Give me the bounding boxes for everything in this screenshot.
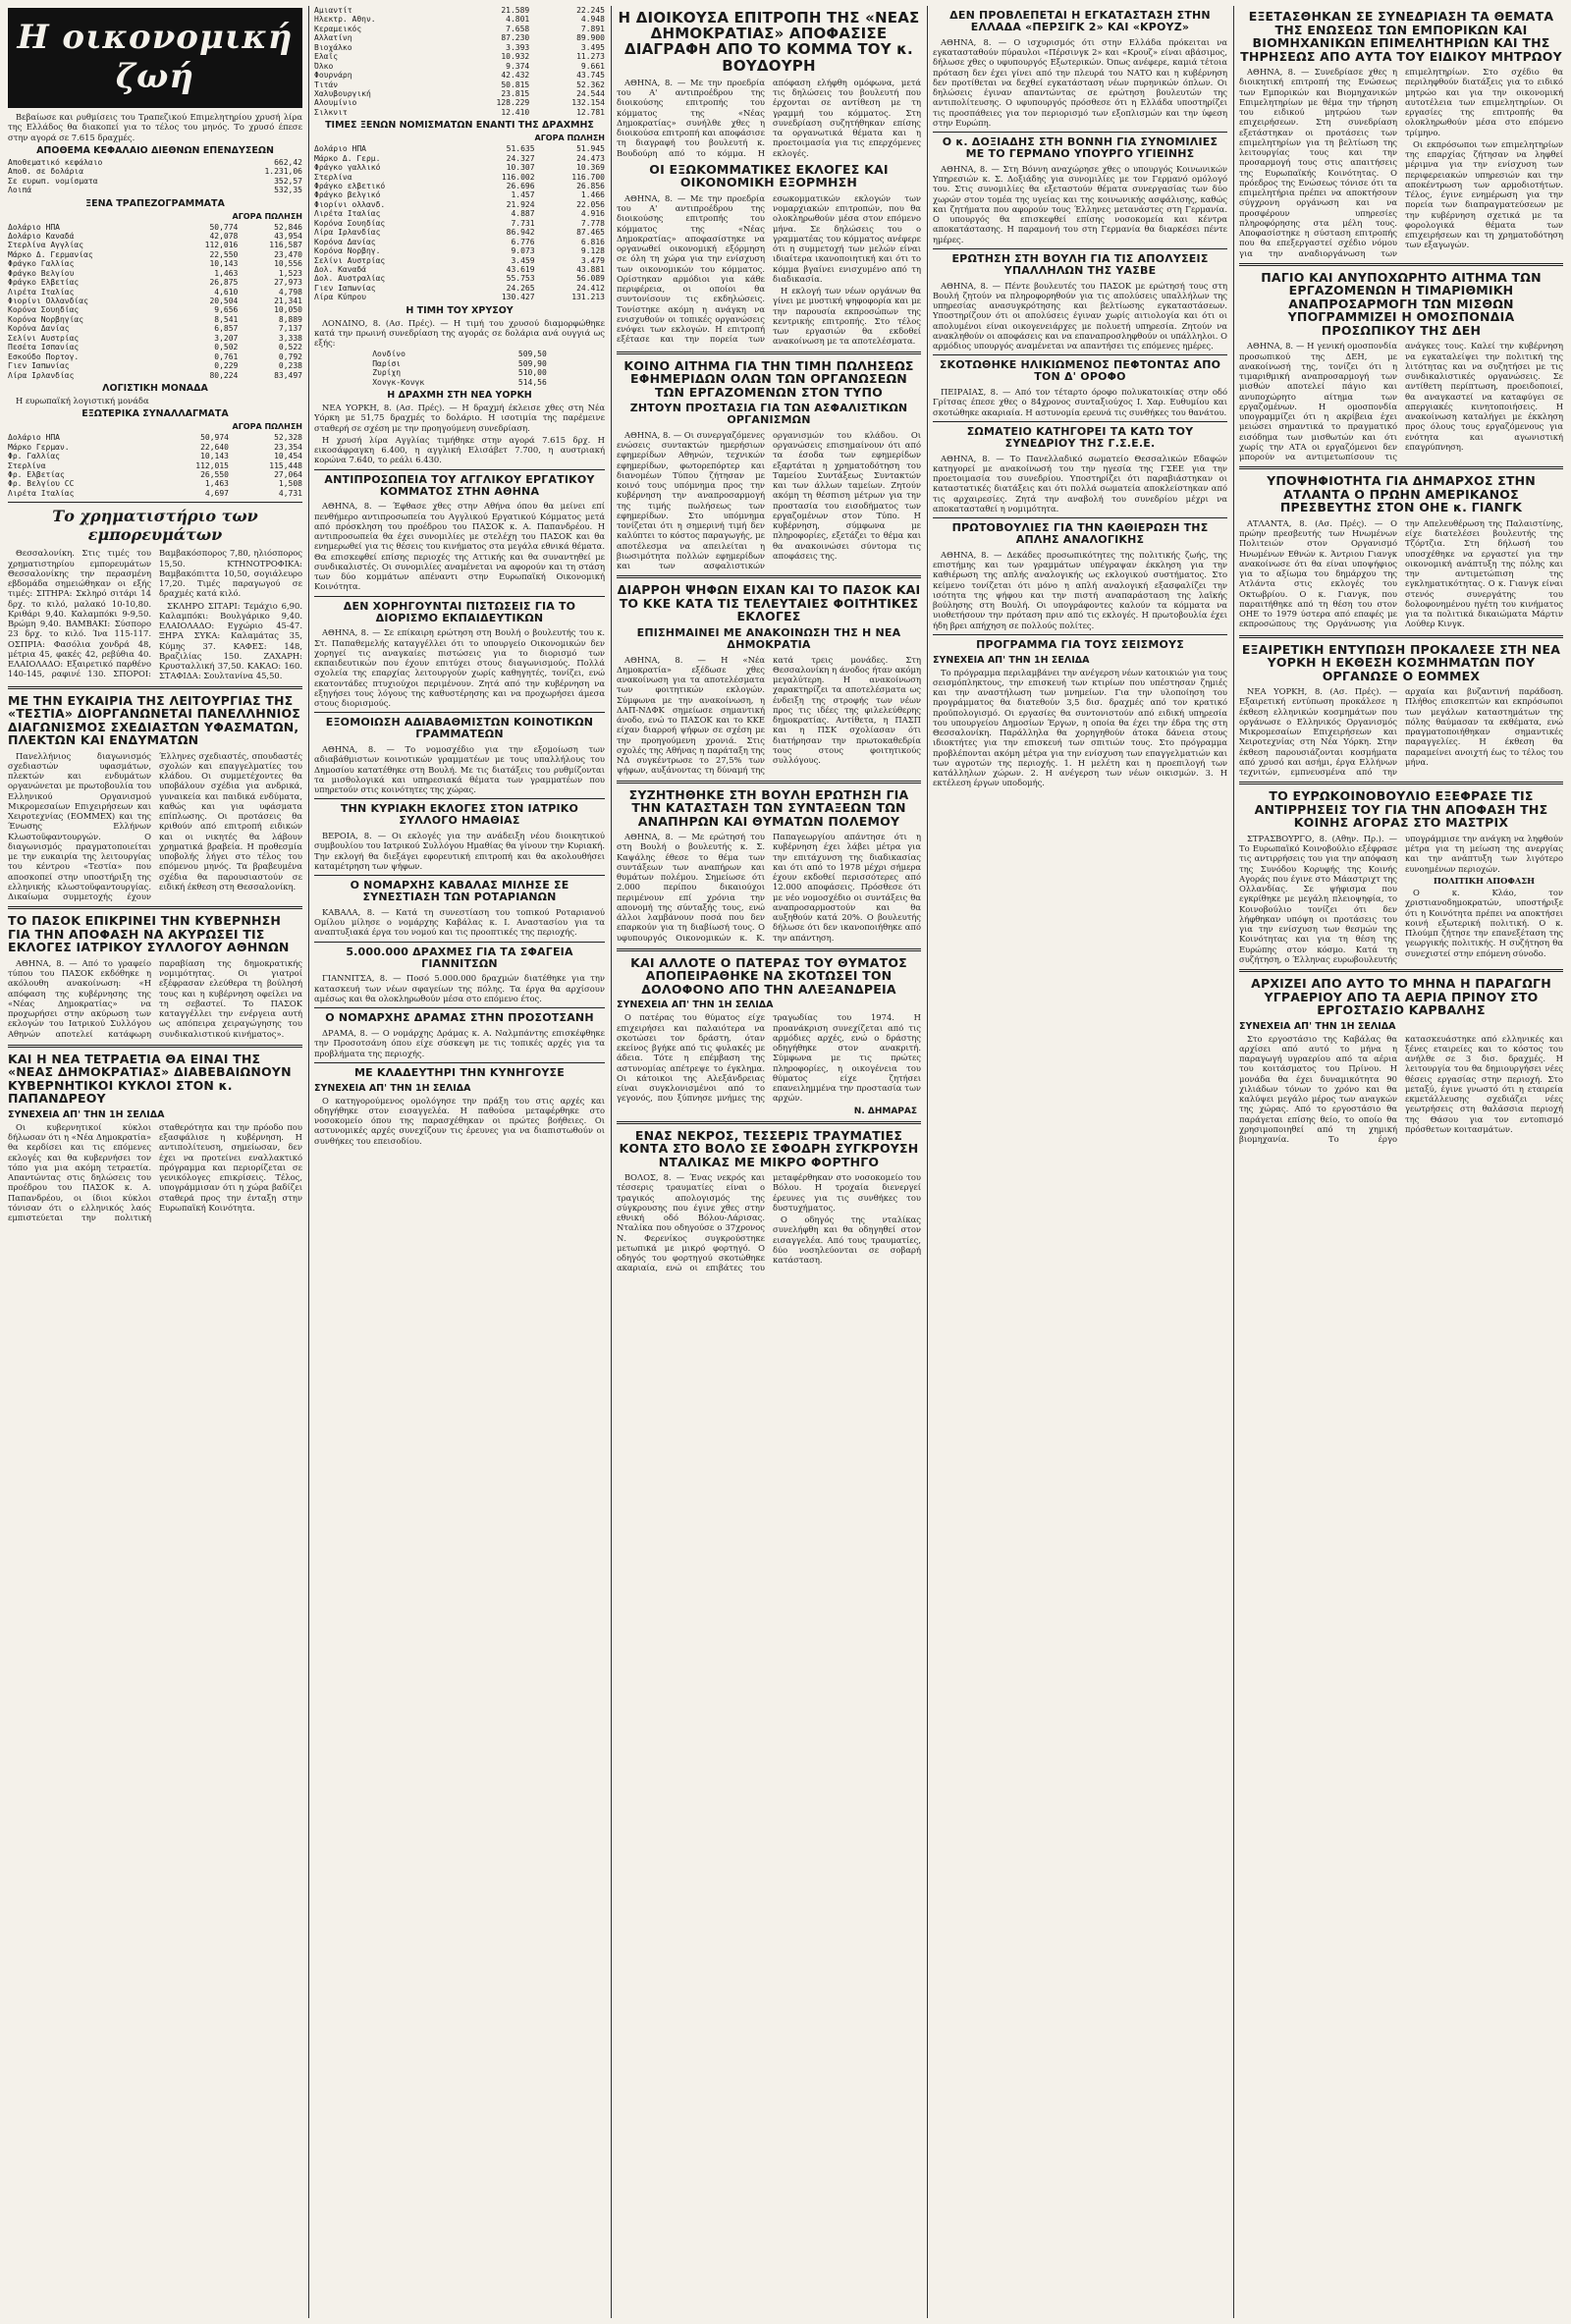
- gsee-text: ΑΘΗΝΑ, 8. — Το Πανελλαδικό σωματείο Θεσσαλικών Εδαφών κατηγορεί με ανακοίνωσή του την ηγεσία της ΓΣΕΕ για την προετοιμασία του συνεδρίου. Υποστηρίζει ότι παραβιάστηκαν οι καταστατικές διατάξεις και ότι πολλά σωματεία αποκλείστηκαν από τις αρχαιρεσίες. Ζητά την αναβολή του συνεδρίου μέχρι να αποκατασταθεί η νομιμότητα.: [933, 453, 1227, 513]
- table-row: Τιτάν 50.815 52.362: [314, 80, 605, 89]
- table-row: Δολ. Καναδά 43.619 43.881: [314, 264, 605, 274]
- table-row: Λίρα Ιρλανδίας 80,224 83,497: [8, 370, 302, 380]
- column-3: [617, 6, 921, 2318]
- drama-text: ΔΡΑΜΑ, 8. — Ο νομάρχης Δράμας κ. Α. Ναλμπάντης επισκέφθηκε την Προσοτσάνη όπου είχε σύσκεψη με τις τοπικές αρχές για τα προβλήματα της περιοχής.: [314, 1028, 605, 1058]
- table-row: Φράγκο Γαλλίας 10,143 10,556: [8, 259, 302, 269]
- headline-crash: ΕΝΑΣ ΝΕΚΡΟΣ, ΤΕΣΣΕΡΙΣ ΤΡΑΥΜΑΤΙΕΣ ΚΟΝΤΑ ΣΤΟ ΒΟΛΟ ΣΕ ΣΦΟΔΡΗ ΣΥΓΚΡΟΥΣΗ ΝΤΑΛΙΚΑΣ ΜΕ ΜΙΚΡΟ ΦΟΡΤΗΓΟ: [619, 1127, 919, 1169]
- column-2: [314, 6, 605, 2318]
- table-row: Φράγκο Βελγίου 1,463 1,523: [8, 268, 302, 278]
- column-5: [1239, 6, 1563, 2318]
- headline-gsee: ΣΩΜΑΤΕΙΟ ΚΑΤΗΓΟΡΕΙ ΤΑ ΚΑΤΩ ΤΟΥ ΣΥΝΕΔΡΙΟΥ ΤΗΣ Γ.Σ.Ε.Ε.: [966, 424, 1194, 450]
- lpg-text: Στο εργοστάσιο της Καβάλας θα αρχίσει από αυτό το μήνα η παραγωγή υγραερίου από τα αέρια του κοιτάσματος του Πρίνου. Η μονάδα θα έχει δυναμικότητα 90 χιλιάδων τόνων το χρόνο και θα καλύψει μεγάλο μέρος των αναγκών της χώρας. Από το εργοστάσιο θα παράγεται επίσης θείο, το οποίο θα χρησιμοποιηθεί από τη χημική βιομηχανία. Το έργο κατασκευάστηκε από ελληνικές και ξένες εταιρείες και το κόστος του ανήλθε σε 3 δισ. δραχμές. Η λειτουργία του θα δημιουργήσει νέες θέσεις εργασίας στην περιοχή. Στο μεταξύ, έγινε γνωστό ότι η εταιρεία εκμετάλλευσης σχεδιάζει νέες γεωτρήσεις στη θαλάσσια περιοχή της Θάσου για τον εντοπισμό πρόσθετων κοιτασμάτων.: [1239, 1033, 1563, 1144]
- table-row: Αλουμίνιο 128.229 132.154: [314, 98, 605, 108]
- table-row: Λονδίνο 509,50: [372, 350, 547, 359]
- table-row: Ελαΐς 10.932 11.273: [314, 52, 605, 62]
- headline-young: ΥΠΟΨΗΦΙΟΤΗΤΑ ΓΙΑ ΔΗΜΑΡΧΟΣ ΣΤΗΝ ΑΤΛΑΝΤΑ Ο ΠΡΩΗΝ ΑΜΕΡΙΚΑΝΟΣ ΠΡΕΣΒΕΥΤΗΣ ΣΤΟΝ ΟΗΕ κ. ΓΙΑΝΓΚ: [1267, 473, 1536, 515]
- commodities-title: Το χρηματιστήριο των εμπορευμάτων: [52, 507, 258, 545]
- table-row: Κορόνα Νορβηγ. 9.073 9.128: [314, 246, 605, 256]
- table-row: Βιοχάλκο 3.393 3.495: [314, 42, 605, 52]
- missiles-text: ΑΘΗΝΑ, 8. — Ο ισχυρισμός ότι στην Ελλάδα πρόκειται να εγκατασταθούν πύραυλοι «Πέρσινγκ 2» και «Κρουζ» είναι αβάσιμος, δήλωσε χθες ο υφυπουργός Εξωτερικών. Όπως ανέφερε, καμιά τέτοια πρόταση δεν έχει γίνει από την πλευρά του ΝΑΤΟ και η κυβέρνηση δεν προτίθεται να δεχθεί εγκατάσταση νέων πυρηνικών όπλων. Οι δηλώσεις έγιναν απαντώντας σε ερώτηση βουλευτών της αντιπολίτευσης. Ο υφυπουργός πρόσθεσε ότι η Ελλάδα υποστηρίζει τις προσπάθειες για τον περιορισμό των εξοπλισμών και την ύφεση στην Ευρώπη.: [933, 36, 1227, 128]
- slaughterhouse-text: ΓΙΑΝΝΙΤΣΑ, 8. — Ποσό 5.000.000 δραχμών διατέθηκε για την κατασκευή των νέων σφαγείων της πόλης. Τα έργα θα αρχίσουν αμέσως και θα ολοκληρωθούν μέσα στο επόμενο έτος.: [314, 973, 605, 1003]
- table-row: Κορόνα Σουηδίας 9,656 10,050: [8, 305, 302, 315]
- coins-heading: ΤΙΜΕΣ ΞΕΝΩΝ ΝΟΜΙΣΜΑΤΩΝ ΕΝΑΝΤΙ ΤΗΣ ΔΡΑΧΜΗΣ: [325, 120, 594, 132]
- table-row: Φιορίνι Ολλανδίας 20,504 21,341: [8, 297, 302, 305]
- table-row: Γιεν Ιαπωνίας 24.265 24.412: [314, 283, 605, 293]
- pruner-text: Ο κατηγορούμενος ομολόγησε την πράξη του στις αρχές και οδηγήθηκε στον εισαγγελέα. Η παθούσα μεταφέρθηκε στο νοσοκομείο όπου της παρασχέθηκαν οι πρώτες βοήθειες. Οι αστυνομικές αρχές συνεχίζουν τις έρευνες για να διαπιστωθούν οι συνθήκες του επεισοδίου.: [314, 1095, 605, 1146]
- table-row: Φρ. Γαλλίας 10,143 10,454: [8, 452, 302, 461]
- crash-text: ΒΟΛΟΣ, 8. — Ένας νεκρός και τέσσερις τραυματίες είναι ο τραγικός απολογισμός της σύγκρουσης που έγινε χθες στην εθνική οδό Βόλου-Λάρισας. Νταλίκα που οδηγούσε ο 37χρονος Ν. Φερενίκος συγκρούστηκε μετωπικά με μικρό φορτηγό. Ο οδηγός του φορτηγού σκοτώθηκε ακαριαία, ενώ οι επιβάτες του μεταφέρθηκαν στο νοσοκομείο του Βόλου. Η τροχαία διενεργεί έρευνες για τις συνθήκες του δυστυχήματος. Ο οδηγός της νταλίκας συνελήφθη και θα οδηγηθεί στον εισαγγελέα. Από τους τραυματίες, δύο νοσηλεύονται σε σοβαρή κατάσταση.: [617, 1172, 921, 1273]
- headline-lpg: ΑΡΧΙΖΕΙ ΑΠΟ ΑΥΤΟ ΤΟ ΜΗΝΑ Η ΠΑΡΑΓΩΓΗ ΥΓΡΑΕΡΙΟΥ ΑΠΟ ΤΑ ΑΕΡΙΑ ΠΡΙΝΟΥ ΣΤΟ ΕΡΓΟΣΤΑΣΙΟ ΚΑΡΒΑΛΗΣ: [1251, 976, 1551, 1017]
- headline-party-elections: ΟΙ ΕΞΩΚΟΜΜΑΤΙΚΕΣ ΕΚΛΟΓΕΣ ΚΑΙ ΟΙΚΟΝΟΜΙΚΗ ΕΞΟΡΜΗΣΗ: [649, 161, 889, 190]
- table-row: Φράγκο γαλλικό 10.307 10.369: [314, 163, 605, 173]
- fall-text: ΠΕΙΡΑΙΑΣ, 8. — Από τον τέταρτο όροφο πολυκατοικίας στην οδό Γρίτσας έπεσε χθες ο 84χρονος συνταξιούχος Ι. Χαρ. Ευθυμίου και σκοτώθηκε ακαριαία. Η αστυνομία ερευνά τις συνθήκες του θανάτου.: [933, 387, 1227, 417]
- gold-heading: Η ΤΙΜΗ ΤΟΥ ΧΡΥΣΟΥ: [406, 304, 514, 316]
- table-row: Πεσέτα Ισπανίας 0,502 0,522: [8, 343, 302, 352]
- headline-earthquake-program: ΠΡΟΓΡΑΜΜΑ ΓΙΑ ΤΟΥΣ ΣΕΙΣΜΟΥΣ: [976, 637, 1184, 651]
- coins-table: [314, 144, 605, 301]
- table-row: Λιρέτα Ιταλίας 4,610 4,798: [8, 287, 302, 297]
- headline-drama: Ο ΝΟΜΑΡΧΗΣ ΔΡΑΜΑΣ ΣΤΗΝ ΠΡΟΣΟΤΣΑΝΗ: [325, 1011, 594, 1025]
- bonn-text: ΑΘΗΝΑ, 8. — Στη Βόννη αναχώρησε χθες ο υπουργός Κοινωνικών Υπηρεσιών κ. Σ. Δοξιάδης για συνομιλίες με τον Γερμανό ομόλογό του. Στις συνομιλίες θα εξεταστούν θέματα συνεργασίας των δύο χωρών στον τομέα της υγείας και της κοινωνικής ασφάλισης, καθώς και ζητήματα που αφορούν τους Έλληνες μετανάστες στη Γερμανία. Ο υπουργός θα επισκεφθεί επίσης νοσοκομεία και κέντρα αποκατάστασης. Η παραμονή του στη Γερμανία θα διαρκέσει πέντε ημέρες.: [933, 163, 1227, 244]
- table-row: Δολ. Αυστραλίας 55.753 56.089: [314, 274, 605, 284]
- headline-secretaries: ΕΞΟΜΟΙΩΣΗ ΑΔΙΑΒΑΘΜΙΣΤΩΝ ΚΟΙΝΟΤΙΚΩΝ ΓΡΑΜΜΑΤΕΩΝ: [325, 716, 594, 741]
- table-row: Φράγκο βελγικό 1.457 1.466: [314, 190, 605, 200]
- table-row: Δολάριο Καναδά 42,078 43,954: [8, 231, 302, 241]
- proportional-text: ΑΘΗΝΑ, 8. — Δεκάδες προσωπικότητες της πολιτικής ζωής, της επιστήμης και των γραμμάτων υπέγραψαν έκκληση για την καθιέρωση της απλής αναλογικής ως εκλογικού συστήματος. Στο κείμενο τονίζεται ότι μόνο η απλή αναλογική εξασφαλίζει την ισότητα της ψήφου και την πιστή αναπαράσταση της λαϊκής βούλησης στη Βουλή. Οι υπογράφοντες καλούν τα κόμματα να υιοθετήσουν την πρόταση πριν από τις εκλογές. Η πρωτοβουλία έχει ήδη βρει απήχηση σε πολλούς πολίτες.: [933, 549, 1227, 630]
- byline: Ν. ΔΗΜΑΡΑΣ: [853, 1106, 917, 1116]
- headline-proportional: ΠΡΩΤΟΒΟΥΛΙΕΣ ΓΙΑ ΤΗΝ ΚΑΘΙΕΡΩΣΗ ΤΗΣ ΑΠΛΗΣ ΑΝΑΛΟΓΙΚΗΣ: [951, 521, 1209, 546]
- masthead: Η οικονομική ζωή: [8, 8, 302, 108]
- table-row: Κορόνα Δανίας 6.776 6.816: [314, 237, 605, 246]
- continued-label: ΣΥΝΕΧΕΙΑ ΑΠ' ΤΗΝ 1Η ΣΕΛΙΔΑ: [314, 1082, 471, 1094]
- table-row: Δολάριο ΗΠΑ 51.635 51.945: [314, 144, 605, 154]
- earthquake-program-text: Το πρόγραμμα περιλαμβάνει την ανέγερση νέων κατοικιών για τους σεισμόπληκτους, την επισκευή των κτιρίων που υπέστησαν ζημιές και την αναστήλωση των μνημείων. Για την υλοποίηση του προγράμματος θα διατεθούν 3,5 δισ. δραχμές από τον κρατικό προϋπολογισμό. Οι εργασίες θα συντονιστούν από ειδική υπηρεσία του υπουργείου Δημοσίων Έργων, η οποία θα έχει την έδρα της στη Θεσσαλονίκη. Παράλληλα θα χορηγηθούν άτοκα δάνεια στους ιδιοκτήτες για την επισκευή των σπιτιών τους. Στο πρόγραμμα προβλέπονται ακόμη μέτρα για την ενίσχυση των επαγγελματιών και των αγροτών της περιοχής. 1. Η μελέτη και η προεπιλογή των κατάλληλων χώρων. 2. Η ανέγερση των νέων οικισμών. 3. Η εκτέλεση έργων υποδομής.: [933, 667, 1227, 788]
- table-row: Λοιπά 532,35: [8, 186, 302, 195]
- capital-table: [8, 158, 302, 195]
- table-row: Κορόνα Σουηδίας 7.731 7.778: [314, 218, 605, 228]
- table-row: Αλλατίνη 87.230 89.900: [314, 33, 605, 43]
- table-row: Παρίσι 509,90: [372, 358, 547, 368]
- pasok-text: ΑΘΗΝΑ, 8. — Από το γραφείο τύπου του ΠΑΣΟΚ εκδόθηκε η ακόλουθη ανακοίνωση: «Η απόφαση της κυβέρνησης της «Νέας Δημοκρατίας» να προχωρήσει στην ακύρωση των εκλογών του Ιατρικού Συλλόγου Αθηνών αποτελεί κατάφωρη παραβίαση της δημοκρατικής νομιμότητας. Οι γιατροί εξέφρασαν ελεύθερα τη βούλησή τους και η κυβέρνηση οφείλει να τη σεβαστεί. Το ΠΑΣΟΚ καταγγέλλει την ενέργεια αυτή ως απόπειρα χειραγώγησης του συνδικαλιστικού κινήματος».: [8, 957, 302, 1039]
- student-elections-text: ΑΘΗΝΑ, 8. — Η «Νέα Δημοκρατία» εξέδωσε χθες ανακοίνωση για τα αποτελέσματα των φοιτητικών εκλογών. Σύμφωνα με την ανακοίνωση, η ΔΑΠ-ΝΔΦΚ σημείωσε σημαντική άνοδο, ενώ το ΠΑΣΟΚ και το ΚΚΕ είχαν διαρροή ψήφων σε σχέση με την προηγούμενη χρονιά. Στις σχολές της Αθήνας η παράταξη της ΝΔ συγκέντρωσε το 27,5% των ψήφων, αυξάνοντας τη δύναμή της κατά τρεις μονάδες. Στη Θεσσαλονίκη η άνοδος ήταν ακόμη μεγαλύτερη. Η ανακοίνωση χαρακτηρίζει τα αποτελέσματα ως ένδειξη της στροφής των νέων προς τις ιδέες της φιλελεύθερης δημοκρατίας. Αντίθετα, η ΠΑΣΠ και η ΠΣΚ σχολίασαν ότι διατήρησαν την πρωτοκαθεδρία τους στους φοιτητικούς συλλόγους.: [617, 654, 921, 776]
- commodities-text: Θεσσαλονίκη. Στις τιμές του χρηματιστηρίου εμπορευμάτων Θεσσαλονίκης την περασμένη εβδομάδα σημειώθηκαν οι εξής τιμές: ΣΙΤΗΡΑ: Σκληρό σιτάρι 14 δρχ. το κιλό, μαλακό 10-10,80. Κριθάρι 9,40. Καλαμπόκι 9-9,50. Βρώμη 9,40. ΒΑΜΒΑΚΙ: Σύσπορο 23 δρχ. το κιλό. Ίνα 115-117. ΟΣΠΡΙΑ: Φασόλια χονδρά 48, μέτρια 45, φακές 42, ρεβύθια 40. ΕΛΑΙΟΛΑΔΟ: Εξαιρετικό παρθένο 140-145, ραφινέ 130. ΣΠΟΡΟΙ: Βαμβακόσπορος 7,80, ηλιόσπορος 15,50. ΚΤΗΝΟΤΡΟΦΙΚΑ: Βαμβακόπιττα 10,50, σογιάλευρο 17,20. Τιμές παραγωγού σε δραχμές κατά κιλό. ΣΚΛΗΡΟ ΣΙΤΑΡΙ: Τεμάχιο 6,90. Καλαμπόκι: Βουλγάρικο 9,40. ΕΛΑΙΟΛΑΔΟ: Εγχώριο 45-47. ΞΗΡΑ ΣΥΚΑ: Καλαμάτας 35, Κύμης 37. ΚΑΦΕΣ: 148, Βραζιλίας 150. ΖΑΧΑΡΗ: Κρυσταλλική 37,50. ΚΑΚΑΟ: 160. ΣΤΑΦΙΔΑ: Σουλτανίνα 45,50.: [8, 548, 302, 681]
- headline-missiles: ΔΕΝ ΠΡΟΒΛΕΠΕΤΑΙ Η ΕΓΚΑΤΑΣΤΑΣΗ ΣΤΗΝ ΕΛΛΑΔΑ «ΠΕΡΣΙΓΚ 2» ΚΑΙ «ΚΡΟΥΖ»: [949, 9, 1211, 33]
- fx-table: [8, 223, 302, 380]
- headline-father: ΚΑΙ ΑΛΛΟΤΕ Ο ΠΑΤΕΡΑΣ ΤΟΥ ΘΥΜΑΤΟΣ ΑΠΟΠΕΙΡΑΘΗΚΕ ΝΑ ΣΚΟΤΩΣΕΙ ΤΟΝ ΔΟΛΟΦΟΝΟ ΑΠΟ ΤΗΝ ΑΛΕΞΑΝΔΡΕΙΑ: [630, 954, 907, 997]
- headline-kavala: Ο ΝΟΜΑΡΧΗΣ ΚΑΒΑΛΑΣ ΜΙΛΗΣΕ ΣΕ ΣΥΝΕΣΤΙΑΣΗ ΤΩΝ ΡΟΤΑΡΙΑΝΩΝ: [350, 879, 569, 904]
- headline-press-price: ΚΟΙΝΟ ΑΙΤΗΜΑ ΓΙΑ ΤΗΝ ΤΙΜΗ ΠΩΛΗΣΕΩΣ ΕΦΗΜΕΡΙΔΩΝ ΟΛΩΝ ΤΩΝ ΟΡΓΑΝΩΣΕΩΝ ΤΩΝ ΕΡΓΑΖΟΜΕΝΩΝ ΣΤΟΝ ΤΥΠΟ: [623, 357, 914, 400]
- table-row: Λίρα Κύπρου 130.427 131.213: [314, 293, 605, 302]
- party-elections-text: ΑΘΗΝΑ, 8. — Με την προεδρία του Α' αντιπροέδρου της διοικούσης επιτροπής του κόμματος της «Νέας Δημοκρατίας» αποφασίστηκε να οργανωθεί οικονομική εξόρμηση σε όλη τη χώρα για την ενίσχυση των οικονομικών του κόμματος. Ορίστηκαν αρμόδιοι για κάθε περιφέρεια, οι οποίοι θα συντονίσουν τις εκδηλώσεις. Τονίστηκε ακόμη η ανάγκη να ενισχυθούν οι τοπικές οργανώσεις ενόψει των εκλογών. Η επιτροπή εξέτασε και την πορεία των εσωκομματικών εκλογών των νομαρχιακών επιτροπών, που θα ολοκληρωθούν μέσα στον επόμενο μήνα. Σε δηλώσεις του ο γραμματέας του κόμματος ανέφερε ότι η συμμετοχή των μελών είναι ιδιαίτερα ικανοποιητική και ότι το κόμμα βγαίνει ενισχυμένο από τη διαδικασία. Η εκλογή των νέων οργάνων θα γίνει με μυστική ψηφοφορία και με την παρουσία εκπροσώπων της κεντρικής επιτροπής. Στο τέλος των εργασιών θα εκδοθεί ανακοίνωση με τα αποτελέσματα.: [617, 192, 921, 347]
- table-row: Χαλυβουργική 23.815 24.544: [314, 88, 605, 98]
- newspaper-page: [8, 6, 1563, 2318]
- table-row: Γιεν Ιαπωνίας 0,229 0,238: [8, 361, 302, 371]
- coins-columns: ΑΓΟΡΑ ΠΩΛΗΣΗ: [534, 134, 605, 143]
- table-row: Φιορίνι ολλανδ. 21.924 22.056: [314, 199, 605, 209]
- subheadline-student-elections: ΕΠΙΣΗΜΑΙΝΕΙ ΜΕ ΑΝΑΚΟΙΝΩΣΗ ΤΗΣ Η ΝΕΑ ΔΗΜΟΚΡΑΤΙΑ: [636, 625, 901, 651]
- headline-doctors-election: ΤΗΝ ΚΥΡΙΑΚΗ ΕΚΛΟΓΕΣ ΣΤΟΝ ΙΑΤΡΙΚΟ ΣΥΛΛΟΓΟ ΗΜΑΘΙΑΣ: [340, 802, 579, 828]
- europarliament-text: ΣΤΡΑΣΒΟΥΡΓΟ, 8. (Αθην. Πρ.). — Το Ευρωπαϊκό Κοινοβούλιο εξέφρασε τις αντιρρήσεις του για την απόφαση της Συνόδου Κορυφής της Κοινής Αγοράς που έγινε στο Μάαστριχτ της Ολλανδίας. Σε ψήφισμα που εγκρίθηκε με μεγάλη πλειοψηφία, το Κοινοβούλιο τονίζει ότι δεν λήφθηκαν υπόψη οι προτάσεις του για την ενίσχυση των θεσμών της Κοινότητας και για τη θέση της Ευρώπης στον κόσμο. Κατά τη συζήτηση, ο Έλληνας ευρωβουλευτής υπογράμμισε την ανάγκη να ληφθούν μέτρα για τη μείωση της ανεργίας και την ανάπτυξη των λιγότερο ευνοημένων περιοχών. ΠΟΛΙΤΙΚΗ ΑΠΟΦΑΣΗ Ο κ. Κλάο, τον χριστιανοδημοκρατών, υποστήριξε ότι η Κοινότητα πρέπει να αποκτήσει κοινή εξωτερική πολιτική. Ο κ. Πλούμπ ζήτησε την επανεξέταση της γεωργικής πολιτικής. Η συζήτηση θα συνεχιστεί στην επόμενη σύνοδο.: [1239, 833, 1563, 964]
- table-row: Λιρέτα Ιταλίας 4.887 4.916: [314, 209, 605, 219]
- doctors-election-text: ΒΕΡΟΙΑ, 8. — Οι εκλογές για την ανάδειξη νέου διοικητικού συμβουλίου του Ιατρικού Συλλόγου Ημαθίας θα γίνουν την Κυριακή. Την εκλογή θα διεξάγει εφορευτική επιτροπή και θα ακολουθήσει καταμέτρηση των ψήφων.: [314, 831, 605, 871]
- table-row: Φουρνάρη 42.432 43.745: [314, 71, 605, 81]
- column-1: [8, 6, 302, 2318]
- gold-table: [372, 350, 547, 387]
- headline-pasok: ΤΟ ΠΑΣΟΚ ΕΠΙΚΡΙΝΕΙ ΤΗΝ ΚΥΒΕΡΝΗΣΗ ΓΙΑ ΤΗΝ ΑΠΟΦΑΣΗ ΝΑ ΑΚΥΡΩΣΕΙ ΤΙΣ ΕΚΛΟΓΕΣ ΙΑΤΡΙΚΟΥ ΣΥΛΛΟΓΟΥ ΑΘΗΝΩΝ: [8, 913, 290, 955]
- table-row: Φράγκο Ελβετίας 26,875 27,973: [8, 278, 302, 288]
- fourth-term-text: Οι κυβερνητικοί κύκλοι δήλωσαν ότι η «Νέα Δημοκρατία» θα κερδίσει και τις επόμενες εκλογές και θα κυβερνήσει τον τόπο για μια ακόμη τετραετία. Απαντώντας στις δηλώσεις του προέδρου του ΠΑΣΟΚ κ. Α. Παπανδρέου, οι ίδιοι κύκλοι τόνισαν ότι ο ελληνικός λαός εμπιστεύεται την πολιτική σταθερότητα και την πρόοδο που εξασφάλισε η κυβέρνηση. Η αντιπολίτευση, σημείωσαν, δεν έχει να προτείνει εναλλακτικό πρόγραμμα και περιορίζεται σε γενικόλογες επικρίσεις. Τέλος, υπογράμμισαν ότι η χώρα βαδίζει σταθερά προς την ένταξη στην Ευρωπαϊκή Κοινότητα.: [8, 1121, 302, 1222]
- headline-fall: ΣΚΟΤΩΘΗΚΕ ΗΛΙΚΙΩΜΕΝΟΣ ΠΕΦΤΟΝΤΑΣ ΑΠΟ ΤΟΝ Δ' ΟΡΟΦΟ: [939, 358, 1221, 384]
- ny-text: ΝΕΑ ΥΟΡΚΗ, 8. (Ασ. Πρές). — Η δραχμή έκλεισε χθες στη Νέα Υόρκη με 51,75 δραχμές το δολάριο. Η ισοτιμία της παρέμεινε σταθερή σε σχέση με την προηγούμενη συνεδρίαση. Η χρυσή λίρα Αγγλίας τιμήθηκε στην αγορά 7.615 δρχ. Η εικοσάφραγκη 6.400, η αγγλική Ελισάβετ 7.700, η αυστριακή κορώνα 7.640, το ρεάλι 6.430.: [314, 403, 605, 465]
- table-row: Λιρέτα Ιταλίας 4,697 4,731: [8, 488, 302, 498]
- young-text: ΑΤΛΑΝΤΑ, 8. (Ασ. Πρές). — Ο πρώην πρεσβευτής των Ηνωμένων Πολιτειών στον Οργανισμό Ηνωμένων Εθνών κ. Άντριου Γιανγκ ανακοίνωσε ότι θα είναι υποψήφιος για το αξίωμα του δημάρχου της Ατλάντα στις εκλογές του Οκτωβρίου. Ο κ. Γιανγκ, που παραιτήθηκε από τη θέση του στον ΟΗΕ το 1979 ύστερα από επαφές με εκπροσώπους της Οργάνωσης για την Απελευθέρωση της Παλαιστίνης, είχε διατελέσει βουλευτής της Τζόρτζια. Στη δήλωσή του υποσχέθηκε να εργαστεί για την οικονομική ανάπτυξη της πόλης και την αντιμετώπιση της εγκληματικότητας. Ο κ. Γιανγκ είναι στενός συνεργάτης του δολοφονημένου ηγέτη του κινήματος για τα πολιτικά δικαιώματα Μάρτιν Λούθερ Κινγκ.: [1239, 517, 1563, 629]
- continued-label: ΣΥΝΕΧΕΙΑ ΑΠ' ΤΗΝ 1Η ΣΕΛΙΔΑ: [1239, 1020, 1396, 1032]
- headline-expulsion: Η ΔΙΟΙΚΟΥΣΑ ΕΠΙΤΡΟΠΗ ΤΗΣ «ΝΕΑΣ ΔΗΜΟΚΡΑΤΙΑΣ» ΑΠΟΦΑΣΙΣΕ ΔΙΑΓΡΑΦΗ ΑΠΟ ΤΟ ΚΟΜΜΑ ΤΟΥ κ. ΒΟΥΔΟΥΡΗ: [618, 9, 920, 75]
- kavala-text: ΚΑΒΑΛΑ, 8. — Κατά τη συνεστίαση του τοπικού Ροταριανού Ομίλου μίλησε ο νομάρχης Καβάλας κ. Ι. Αναστασίου για τα αναπτυξιακά έργα του νομού και τις προοπτικές της περιοχής.: [314, 906, 605, 938]
- subheadline-press-price: ΖΗΤΟΥΝ ΠΡΟΣΤΑΣΙΑ ΓΙΑ ΤΩΝ ΑΣΦΑΛΙΣΤΙΚΩΝ ΟΡΓΑΝΙΣΜΩΝ: [629, 402, 908, 426]
- headline-chambers: ΕΞΕΤΑΣΘΗΚΑΝ ΣΕ ΣΥΝΕΔΡΙΑΣΗ ΤΑ ΘΕΜΑΤΑ ΤΗΣ ΕΝΩΣΕΩΣ ΤΩΝ ΕΜΠΟΡΙΚΩΝ ΚΑΙ ΒΙΟΜΗΧΑΝΙΚΩΝ ΕΠΙΜΕΛΗΤΗΡΙΩΝ ΚΑΙ ΤΗΣ ΤΗΡΗΣΕΩΣ ΑΠΟ ΑΥΤΑ ΤΟΥ ΕΙΔΙΚΟΥ ΜΗΤΡΩΟΥ: [1240, 9, 1562, 64]
- table-row: Αποθεματικό κεφάλαιο 662,42: [8, 157, 302, 167]
- table-row: Φρ. Βελγίου CC 1,463 1,508: [8, 479, 302, 489]
- table-row: Ηλεκτρ. Αθην. 4.801 4.948: [314, 15, 605, 25]
- headline-jewellery: ΕΞΑΙΡΕΤΙΚΗ ΕΝΤΥΠΩΣΗ ΠΡΟΚΑΛΕΣΕ ΣΤΗ ΝΕΑ ΥΟΡΚΗ Η ΕΚΘΕΣΗ ΚΟΣΜΗΜΑΤΩΝ ΠΟΥ ΟΡΓΑΝΩΣΕ Ο ΕΟΜΜΕΧ: [1241, 641, 1561, 683]
- table-row: Σελίνι Αυστρίας 3.459 3.479: [314, 255, 605, 265]
- table-row: Αμιαντίτ 21.589 22.245: [314, 6, 605, 15]
- table-row: Ζυρίχη 510,00: [372, 368, 547, 378]
- father-text: Ο πατέρας του θύματος είχε επιχειρήσει και παλαιότερα να σκοτώσει τον δράστη, όταν εκείνος βγήκε από τις φυλακές με άδεια. Τότε η επέμβαση της αστυνομίας απέτρεψε το έγκλημα. Οι κάτοικοι της Αλεξάνδρειας είναι συγκλονισμένοι από το γεγονός, που ξύπνησε μνήμες της τραγωδίας του 1974. Η προανάκριση συνεχίζεται από τις αρμόδιες αρχές, ενώ ο δράστης οδηγήθηκε στον ανακριτή. Σύμφωνα με τις πρώτες πληροφορίες, η οικογένεια του θύματος είχε ζητήσει επανειλημμένα την προστασία των αρχών.: [617, 1012, 921, 1104]
- market-intro: Βεβαίωσε και ρυθμίσεις του Τραπεζικού Επιμελητηρίου χρυσή λίρα της Ελλάδος θα διακοπεί για το τέλος του μηνός. Το χρυσό έπεσε στην αγορά σε 7.615 δραχμές.: [8, 112, 302, 142]
- headline-dismissals: ΕΡΩΤΗΣΗ ΣΤΗ ΒΟΥΛΗ ΓΙΑ ΤΙΣ ΑΠΟΛΥΣΕΙΣ ΥΠΑΛΛΗΛΩΝ ΤΗΣ ΥΑΣΒΕ: [951, 251, 1209, 277]
- war-pensions-text: ΑΘΗΝΑ, 8. — Με ερώτησή του στη Βουλή ο βουλευτής κ. Σ. Καψάλης έθεσε το θέμα των συντάξεων των αναπήρων και θυμάτων πολέμου. Σημείωσε ότι 2.000 περίπου δικαιούχοι περιμένουν επί χρόνια την απονομή της σύνταξής τους, ενώ άλλοι λαμβάνουν ποσά που δεν επαρκούν για τη διαβίωσή τους. Ο υφυπουργός Οικονομικών κ. Κ. Παπαγεωργίου απάντησε ότι η κυβέρνηση έχει λάβει μέτρα για την επιτάχυνση της διαδικασίας και ότι από το 1978 μέχρι σήμερα έχουν εκδοθεί περισσότερες από 12.000 αποφάσεις. Πρόσθεσε ότι με νέο νομοσχέδιο οι συντάξεις θα αναπροσαρμοστούν και θα αυξηθούν κατά 20%. Ο βουλευτής δήλωσε ότι δεν ικανοποιήθηκε από την απάντηση.: [617, 832, 921, 943]
- headline-bonn: Ο κ. ΔΟΞΙΑΔΗΣ ΣΤΗ ΒΟΝΝΗ ΓΙΑ ΣΥΝΟΜΙΛΙΕΣ ΜΕ ΤΟ ΓΕΡΜΑΝΟ ΥΠΟΥΡΓΟ ΥΓΙΕΙΝΗΣ: [942, 135, 1219, 160]
- headline-slaughterhouse: 5.000.000 ΔΡΑΧΜΕΣ ΓΙΑ ΤΑ ΣΦΑΓΕΙΑ ΓΙΑΝΝΙΤΣΩΝ: [346, 945, 573, 970]
- headline-europarliament: ΤΟ ΕΥΡΩΚΟΙΝΟΒΟΥΛΙΟ ΕΞΕΦΡΑΣΕ ΤΙΣ ΑΝΤΙΡΡΗΣΕΙΣ ΤΟΥ ΓΙΑ ΤΗΝ ΑΠΟΦΑΣΗ ΤΗΣ ΚΟΙΝΗΣ ΑΓΟΡΑΣ ΣΤΟ ΜΑΣΤΡΙΧ: [1254, 788, 1548, 831]
- labour-delegation-text: ΑΘΗΝΑ, 8. — Έφθασε χθες στην Αθήνα όπου θα μείνει επί πενθήμερο αντιπροσωπεία του Αγγλικού Εργατικού Κόμματος μετά από πρόσκληση του προέδρου του ΠΑΣΟΚ κ. Α. Παπανδρέου. Η αντιπροσωπεία θα έχει συνομιλίες με στελέχη του ΠΑΣΟΚ και θα ενημερωθεί για τις θέσεις του κινήματος στα μεγάλα εθνικά θέματα. Θα επισκεφθεί επίσης περιοχές της Αττικής και θα συναντηθεί με συνδικαλιστές. Οι συνομιλίες αναμένεται να αφορούν και τη στάση των δύο κομμάτων απέναντι στην Ευρωπαϊκή Οικονομική Κοινότητα.: [314, 501, 605, 592]
- table-row: Φρ. Ελβετίας 26,550 27,064: [8, 469, 302, 479]
- dei-text: ΑΘΗΝΑ, 8. — Η γενική ομοσπονδία προσωπικού της ΔΕΗ, με ανακοίνωσή της, τονίζει ότι η τιμαριθμική αναπροσαρμογή των μισθών αποτελεί πάγιο και ανυποχώρητο αίτημα των εργαζομένων. Η ομοσπονδία υπογραμμίζει ότι η ακρίβεια έχει μειώσει σημαντικά το πραγματικό εισόδημα των μισθωτών και ότι χωρίς την ΑΤΑ οι εργαζόμενοι δεν μπορούν να αντιμετωπίσουν τις ανάγκες τους. Καλεί την κυβέρνηση να εγκαταλείψει την πολιτική της λιτότητας και να συζητήσει με τις συνδικαλιστικές οργανώσεις. Σε αντίθετη περίπτωση, προειδοποιεί, θα αναγκαστεί να καταφύγει σε απεργιακές κινητοποιήσεις. Η ανακοίνωση καταλήγει με έκκληση προς όλους τους εργαζόμενους για ενότητα και αγωνιστική επαγρύπνηση.: [1239, 341, 1563, 461]
- table-row: Μάρκο Γερμαν. 22,640 23,354: [8, 442, 302, 452]
- table-row: Στερλίνα 112,015 115,448: [8, 460, 302, 470]
- table-row: Μάρκο Δ. Γερμ. 24.327 24.473: [314, 153, 605, 163]
- headline-textile: ΜΕ ΤΗΝ ΕΥΚΑΙΡΙΑ ΤΗΣ ΛΕΙΤΟΥΡΓΙΑΣ ΤΗΣ «ΤΕΣΤΙΑ» ΔΙΟΡΓΑΝΩΝΕΤΑΙ ΠΑΝΕΛΛΗΝΙΟΣ ΔΙΑΓΩΝΙΣΜΟΣ ΣΧΕΔΙΑΣΤΩΝ ΥΦΑΣΜΑΤΩΝ, ΠΛΕΚΤΩΝ ΚΑΙ ΕΝΔΥΜΑΤΩΝ: [8, 692, 301, 747]
- table-row: Δολάριο ΗΠΑ 50,774 52,846: [8, 222, 302, 232]
- fx-columns: ΑΓΟΡΑ ΠΩΛΗΣΗ: [232, 211, 302, 221]
- table-row: Σελίνι Αυστρίας 3,207 3,338: [8, 333, 302, 343]
- headline-fourth-term: ΚΑΙ Η ΝΕΑ ΤΕΤΡΑΕΤΙΑ ΘΑ ΕΙΝΑΙ ΤΗΣ «ΝΕΑΣ ΔΗΜΟΚΡΑΤΙΑΣ» ΔΙΑΒΕΒΑΙΩΝΟΥΝ ΚΥΒΕΡΝΗΤΙΚΟΙ ΚΥΚΛΟΙ ΣΤΟΝ κ. ΠΑΠΑΝΔΡΕΟΥ: [8, 1051, 292, 1107]
- teachers-text: ΑΘΗΝΑ, 8. — Σε επίκαιρη ερώτηση στη Βουλή ο βουλευτής του κ. Στ. Παπαθεμελής καταγγέλλει ότι το υπουργείο Οικονομικών δεν χορηγεί τις αναγκαίες πιστώσεις για το διορισμό των εκπαιδευτικών που έχουν επιτύχει στους διαγωνισμούς. Πολλά σχολεία της επαρχίας λειτουργούν χωρίς καθηγητές, τονίζει, ενώ εκατοντάδες πτυχιούχοι περιμένουν. Ζητά από την κυβέρνηση να εξηγήσει τους λόγους της καθυστέρησης και να προχωρήσει άμεσα στους διορισμούς.: [314, 627, 605, 709]
- press-price-text: ΑΘΗΝΑ, 8. — Οι συνεργαζόμενες ενώσεις συντακτών ημερήσιων εφημερίδων Αθηνών, τεχνικών εφημερίδων, φωτορεπόρτερ και διανομέων Τύπου ζήτησαν με κοινό τους υπόμνημα προς την κυβέρνηση την αναπροσαρμογή της τιμής πωλήσεως των εφημερίδων. Στο υπόμνημα τονίζεται ότι η σημερινή τιμή δεν καλύπτει το κόστος παραγωγής, με αποτέλεσμα να απειλείται η βιωσιμότητα πολλών εφημερίδων και των ασφαλιστικών οργανισμών του κλάδου. Οι οργανώσεις επισημαίνουν ότι από τα έσοδα των εφημερίδων εξαρτάται η χρηματοδότηση του Ταμείου Συντάξεως Συντακτών και των άλλων ταμείων. Ζητούν ακόμη τη θέσπιση μέτρων για την προστασία του εισοδήματος των εργαζομένων στον Τύπο. Η κυβέρνηση, σύμφωνα με πληροφορίες, εξετάζει το θέμα και θα ανακοινώσει σύντομα τις αποφάσεις της.: [617, 429, 921, 570]
- unit-heading: ΛΟΓΙΣΤΙΚΗ ΜΟΝΑΔΑ: [102, 382, 208, 394]
- textile-text: Πανελλήνιος διαγωνισμός σχεδιαστών υφασμάτων, πλεκτών και ενδυμάτων οργανώνεται με πρωτοβουλία του Ελληνικού Οργανισμού Μικρομεσαίων Επιχειρήσεων και Χειροτεχνίας (ΕΟΜΜΕΧ) και της Ένωσης Ελλήνων Κλωστοϋφαντουργών. Ο διαγωνισμός πραγματοποιείται με την ευκαιρία της λειτουργίας του κέντρου «Τεστία» που αποσκοπεί στην υποστήριξη της ελληνικής κλωστοϋφαντουργίας. Δικαίωμα συμμετοχής έχουν Έλληνες σχεδιαστές, σπουδαστές σχολών και επαγγελματίες του κλάδου. Οι συμμετέχοντες θα υποβάλουν σχέδια για ανδρικά, γυναικεία και παιδικά ενδύματα, καθώς και για υφάσματα επίπλωσης. Οι προτάσεις θα κριθούν από επιτροπή ειδικών και οι νικητές θα λάβουν χρηματικά βραβεία. Η προθεσμία υποβολής λήγει στο τέλος του επόμενου μηνός. Τα βραβευμένα σχέδια θα παρουσιαστούν σε ειδική έκθεση στη Θεσσαλονίκη.: [8, 750, 302, 901]
- expulsion-text: ΑΘΗΝΑ, 8. — Με την προεδρία του Α' αντιπροέδρου της διοικούσης επιτροπής του κόμματος της «Νέας Δημοκρατίας» συνήλθε χθες η διοικούσα επιτροπή και αποφάσισε τη διαγραφή του βουλευτή κ. Βουδούρη από το κόμμα. Η απόφαση ελήφθη ομόφωνα, μετά τις δηλώσεις του βουλευτή που έρχονται σε αντίθεση με τη γραμμή του κόμματος. Στη συνεδρίαση συζητήθηκαν επίσης τα οργανωτικά θέματα και η προετοιμασία για τις επερχόμενες εκλογές.: [617, 77, 921, 158]
- table-row: Στερλίνα Αγγλίας 112,016 116,587: [8, 241, 302, 250]
- table-row: Εσκούδο Πορτογ. 0,761 0,792: [8, 351, 302, 361]
- column-4: [933, 6, 1227, 2318]
- table-row: Κορόνα Δανίας 6,857 7,137: [8, 324, 302, 334]
- headline-student-elections: ΔΙΑΡΡΟΗ ΨΗΦΩΝ ΕΙΧΑΝ ΚΑΙ ΤΟ ΠΑΣΟΚ ΚΑΙ ΤΟ ΚΚΕ ΚΑΤΑ ΤΙΣ ΤΕΛΕΥΤΑΙΕΣ ΦΟΙΤΗΤΙΚΕΣ ΕΚΛΟΓΕΣ: [617, 582, 921, 624]
- gold-text: ΛΟΝΔΙΝΟ, 8. (Ασ. Πρές). — Η τιμή του χρυσού διαμορφώθηκε κατά την πρωινή συνεδρίαση της αγοράς σε δολάρια ανά ουγγιά ως εξής:: [314, 317, 605, 349]
- table-row: Κορόνα Νορβηγίας 8,541 8,889: [8, 314, 302, 324]
- table-row: Κεραμεικός 7.658 7.891: [314, 24, 605, 33]
- table-row: Χονγκ-Κονγκ 514,56: [372, 377, 547, 387]
- trade-table: [8, 433, 302, 498]
- headline-teachers: ΔΕΝ ΧΟΡΗΓΟΥΝΤΑΙ ΠΙΣΤΩΣΕΙΣ ΓΙΑ ΤΟ ΔΙΟΡΙΣΜΟ ΕΚΠΑΙΔΕΥΤΙΚΩΝ: [343, 599, 576, 624]
- capital-heading: ΑΠΟΘΕΜΑ ΚΕΦΑΛΑΙΟ ΔΙΕΘΝΩΝ ΕΠΕΝΔΥΣΕΩΝ: [36, 144, 274, 156]
- stock-table: [314, 6, 605, 117]
- headline-pruner: ΜΕ ΚΛΑΔΕΥΤΗΡΙ ΤΗΝ ΚΥΝΗΓΟΥΣΕ: [354, 1065, 565, 1079]
- table-row: Μάρκο Δ. Γερμανίας 22,550 23,470: [8, 249, 302, 259]
- table-row: Αποθ. σε δολάρια 1.231,06: [8, 167, 302, 177]
- table-row: Φράγκο ελβετικό 26.696 26.856: [314, 182, 605, 190]
- headline-labour-delegation: ΑΝΤΙΠΡΟΣΩΠΕΙΑ ΤΟΥ ΑΓΓΛΙΚΟΥ ΕΡΓΑΤΙΚΟΥ ΚΟΜΜΑΤΟΣ ΣΤΗΝ ΑΘΗΝΑ: [324, 472, 595, 498]
- continued-label: ΣΥΝΕΧΕΙΑ ΑΠ' ΤΗΝ 1Η ΣΕΛΙΔΑ: [617, 1000, 774, 1011]
- unit-text: Η ευρωπαϊκή λογιστική μονάδα: [16, 395, 149, 405]
- secretaries-text: ΑΘΗΝΑ, 8. — Το νομοσχέδιο για την εξομοίωση των αδιαβάθμιστων κοινοτικών γραμματέων με τους υπαλλήλους του Δημοσίου κατατέθηκε στη Βουλή. Με τις διατάξεις του ρυθμίζονται τα μισθολογικά και υπηρεσιακά θέματα των γραμματέων που υπηρετούν στις κοινότητες της χώρας.: [314, 744, 605, 795]
- table-row: Στερλίνα 116.002 116.700: [314, 172, 605, 182]
- table-row: Σε ευρωπ. νομίσματα 352,57: [8, 176, 302, 186]
- headline-war-pensions: ΣΥΖΗΤΗΘΗΚΕ ΣΤΗ ΒΟΥΛΗ ΕΡΩΤΗΣΗ ΓΙΑ ΤΗΝ ΚΑΤΑΣΤΑΣΗ ΤΩΝ ΣΥΝΤΑΞΕΩΝ ΤΩΝ ΑΝΑΠΗΡΩΝ ΚΑΙ ΘΥΜΑΤΩΝ ΠΟΛΕΜΟΥ: [628, 786, 909, 829]
- dismissals-text: ΑΘΗΝΑ, 8. — Πέντε βουλευτές του ΠΑΣΟΚ με ερώτησή τους στη Βουλή ζητούν να πληροφορηθούν για τις απολύσεις υπαλλήλων της υπηρεσίας ανασυγκρότησης και βελτίωσης εγκαταστάσεων. Υποστηρίζουν ότι οι απολύσεις έγιναν χωρίς αιτιολογία και ότι οι απολυμένοι είναι οικογενειάρχες με πολυετή υπηρεσία. Ζητούν να ανακληθούν οι αποφάσεις και να επαναπροσληφθούν οι υπάλληλοι. Ο αρμόδιος υπουργός αναμένεται να απαντήσει τις επόμενες ημέρες.: [933, 280, 1227, 351]
- jewellery-text: ΝΕΑ ΥΟΡΚΗ, 8. (Ασ. Πρές). — Εξαιρετική εντύπωση προκάλεσε η έκθεση ελληνικών κοσμημάτων που οργάνωσε ο Ελληνικός Οργανισμός Μικρομεσαίων Επιχειρήσεων και Χειροτεχνίας στη Νέα Υόρκη. Στην έκθεση παρουσιάζονται κοσμήματα από χρυσό και ασήμι, έργα Ελλήνων τεχνιτών, εμπνευσμένα από την αρχαία και βυζαντινή παράδοση. Πλήθος επισκεπτών και εκπρόσωποι των μεγάλων καταστημάτων της πόλης θαύμασαν τα εκθέματα, ενώ πραγματοποιήθηκαν σημαντικές παραγγελίες. Η έκθεση θα παραμείνει ανοιχτή έως το τέλος του μήνα.: [1239, 686, 1563, 777]
- table-row: Σιλκνιτ 12.410 12.781: [314, 107, 605, 117]
- chambers-text: ΑΘΗΝΑ, 8. — Συνεδρίασε χθες η διοικητική επιτροπή της Ενώσεως των Εμπορικών και Βιομηχανικών Επιμελητηρίων με θέμα την τήρηση του ειδικού μητρώου των επιχειρήσεων. Στη συνεδρίαση εξετάστηκαν οι προτάσεις των επιμελητηρίων για τη βελτίωση της λειτουργίας τους και την προσαρμογή τους στις απαιτήσεις της Ευρωπαϊκής Κοινότητας. Ο πρόεδρος της Ενώσεως τόνισε ότι τα επιμελητήρια πρέπει να αποκτήσουν σύγχρονη οργάνωση και να προσφέρουν υπηρεσίες πληροφόρησης στα μέλη τους. Αποφασίστηκε η σύσταση επιτροπής που θα επεξεργαστεί σχέδιο νόμου για την αναδιοργάνωση των επιμελητηρίων. Στο σχέδιο θα περιληφθούν διατάξεις για το ειδικό μητρώο και για την οικονομική αυτοτέλεια των επιμελητηρίων. Οι εργασίες της επιτροπής θα ολοκληρωθούν μέσα στο επόμενο τρίμηνο. Οι εκπρόσωποι των επιμελητηρίων της επαρχίας ζήτησαν να ληφθεί μέριμνα για την ενίσχυση των περιφερειακών υπηρεσιών και την αποκέντρωση των αρμοδιοτήτων. Τέλος, έγινε ενημέρωση για την πορεία των διαπραγματεύσεων με την κυβέρνηση σχετικά με τα φορολογικά θέματα των επιχειρήσεων και τη χρηματοδότηση των εξαγωγών.: [1239, 67, 1563, 258]
- headline-dei: ΠΑΓΙΟ ΚΑΙ ΑΝΥΠΟΧΩΡΗΤΟ ΑΙΤΗΜΑ ΤΩΝ ΕΡΓΑΖΟΜΕΝΩΝ Η ΤΙΜΑΡΙΘΜΙΚΗ ΑΝΑΠΡΟΣΑΡΜΟΓΗ ΤΩΝ ΜΙΣΘΩΝ ΥΠΟΓΡΑΜΜΙΖΕΙ Η ΟΜΟΣΠΟΝΔΙΑ ΠΡΟΣΩΠΙΚΟΥ ΤΗΣ ΔΕΗ: [1261, 269, 1542, 338]
- trade-heading: ΕΞΩΤΕΡΙΚΑ ΣΥΝΑΛΛΑΓΜΑΤΑ: [81, 408, 229, 420]
- table-row: Όλκο 9.374 9.661: [314, 61, 605, 71]
- table-row: Δολάριο ΗΠΑ 50,974 52,328: [8, 433, 302, 443]
- ny-heading: Η ΔΡΑΧΜΗ ΣΤΗ ΝΕΑ ΥΟΡΚΗ: [387, 390, 532, 402]
- fx-heading: ΞΕΝΑ ΤΡΑΠΕΖΟΓΡΑΜΜΑΤΑ: [85, 197, 225, 209]
- trade-columns: ΑΓΟΡΑ ΠΩΛΗΣΗ: [232, 422, 302, 432]
- table-row: Λίρα Ιρλανδίας 86.942 87.465: [314, 228, 605, 238]
- continued-label: ΣΥΝΕΧΕΙΑ ΑΠ' ΤΗΝ 1Η ΣΕΛΙΔΑ: [933, 654, 1090, 666]
- continued-label: ΣΥΝΕΧΕΙΑ ΑΠ' ΤΗΝ 1Η ΣΕΛΙΔΑ: [8, 1108, 165, 1120]
